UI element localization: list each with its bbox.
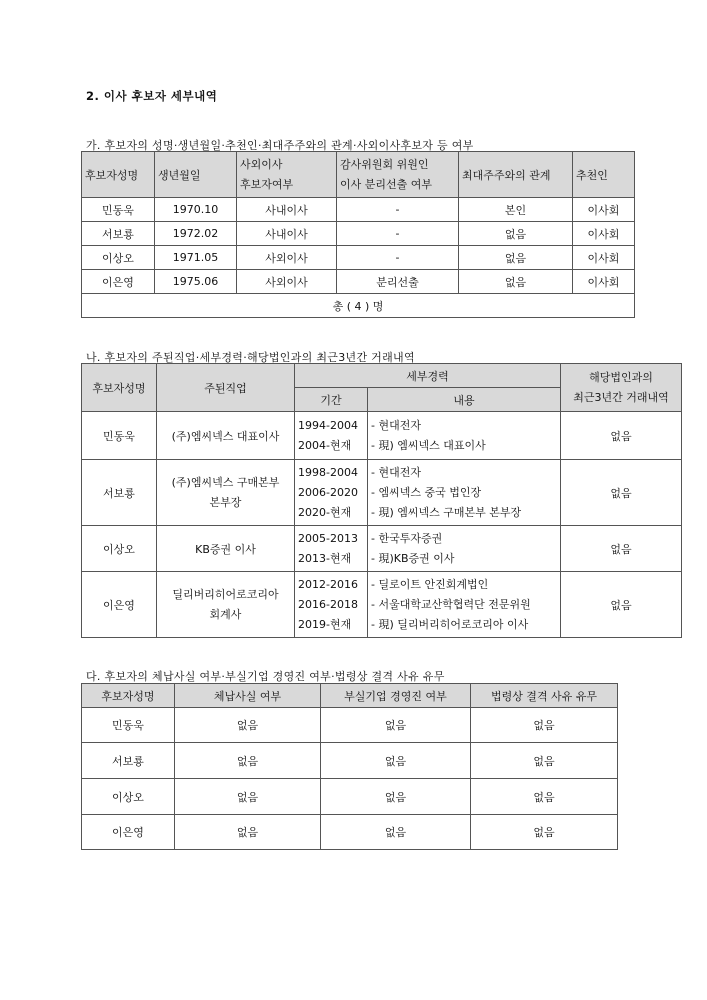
cell-insolvent: 없음 bbox=[321, 779, 471, 815]
table-row bbox=[82, 270, 635, 294]
cell-type: 사외이사 bbox=[237, 246, 337, 270]
cell-contents: - 한국투자증권 - 現)KB증권 이사 bbox=[368, 526, 561, 572]
cell-type: 사내이사 bbox=[237, 222, 337, 246]
candidate-basic-table bbox=[81, 151, 635, 318]
table-row bbox=[82, 246, 635, 270]
cell-recommender: 이사회 bbox=[573, 222, 635, 246]
cell-trade: 없음 bbox=[561, 412, 682, 460]
header-insolvent: 부실기업 경영진 여부 bbox=[321, 684, 471, 708]
cell-trade: 없음 bbox=[561, 460, 682, 526]
cell-name: 서보룡 bbox=[82, 222, 155, 246]
cell-job: (주)엠씨넥스 대표이사 bbox=[157, 412, 295, 460]
header-name: 후보자성명 bbox=[82, 152, 155, 198]
header-recommender: 추천인 bbox=[573, 152, 635, 198]
cell-disqualification: 없음 bbox=[471, 779, 618, 815]
cell-tax: 없음 bbox=[175, 743, 321, 779]
cell-trade: 없음 bbox=[561, 526, 682, 572]
header-disqualification: 법령상 결격 사유 유무 bbox=[471, 684, 618, 708]
cell-periods: 2012-2016 2016-2018 2019-현재 bbox=[295, 572, 368, 638]
cell-birth: 1971.05 bbox=[155, 246, 237, 270]
table-row bbox=[82, 572, 682, 638]
cell-relation: 없음 bbox=[459, 270, 573, 294]
cell-name: 이상오 bbox=[82, 779, 175, 815]
cell-audit: - bbox=[337, 198, 459, 222]
table-row bbox=[82, 526, 682, 572]
cell-name: 민동욱 bbox=[82, 708, 175, 743]
cell-relation: 본인 bbox=[459, 198, 573, 222]
cell-birth: 1975.06 bbox=[155, 270, 237, 294]
header-job: 주된직업 bbox=[157, 364, 295, 412]
section-heading: 2. 이사 후보자 세부내역 bbox=[86, 89, 218, 103]
table-row bbox=[82, 460, 682, 526]
section-c-title: 다. 후보자의 체납사실 여부·부실기업 경영진 여부·법령상 결격 사유 유무 bbox=[86, 670, 445, 683]
cell-periods: 2005-2013 2013-현재 bbox=[295, 526, 368, 572]
candidate-eligibility-table bbox=[81, 683, 618, 850]
table-row bbox=[82, 412, 682, 460]
header-tax: 체납사실 여부 bbox=[175, 684, 321, 708]
cell-disqualification: 없음 bbox=[471, 743, 618, 779]
cell-type: 사외이사 bbox=[237, 270, 337, 294]
cell-disqualification: 없음 bbox=[471, 815, 618, 850]
header-birth: 생년월일 bbox=[155, 152, 237, 198]
cell-insolvent: 없음 bbox=[321, 815, 471, 850]
cell-birth: 1972.02 bbox=[155, 222, 237, 246]
cell-insolvent: 없음 bbox=[321, 743, 471, 779]
table-row bbox=[82, 779, 618, 815]
cell-audit: - bbox=[337, 246, 459, 270]
cell-contents: - 현대전자 - 現) 엠씨넥스 대표이사 bbox=[368, 412, 561, 460]
header-name: 후보자성명 bbox=[82, 684, 175, 708]
total-count: 총 ( 4 ) 명 bbox=[82, 294, 635, 318]
cell-name: 이상오 bbox=[82, 246, 155, 270]
cell-audit: 분리선출 bbox=[337, 270, 459, 294]
cell-name: 이은영 bbox=[82, 572, 157, 638]
cell-insolvent: 없음 bbox=[321, 708, 471, 743]
cell-tax: 없음 bbox=[175, 779, 321, 815]
table-row bbox=[82, 708, 618, 743]
cell-job: 딜리버리히어로코리아 회계사 bbox=[157, 572, 295, 638]
section-a-title: 가. 후보자의 성명·생년월일·추천인·최대주주와의 관계·사외이사후보자 등 여부 bbox=[86, 139, 474, 152]
cell-recommender: 이사회 bbox=[573, 246, 635, 270]
cell-name: 서보룡 bbox=[82, 460, 157, 526]
cell-name: 서보룡 bbox=[82, 743, 175, 779]
cell-trade: 없음 bbox=[561, 572, 682, 638]
table-row bbox=[82, 815, 618, 850]
candidate-career-table bbox=[81, 363, 682, 638]
cell-periods: 1994-2004 2004-현재 bbox=[295, 412, 368, 460]
cell-birth: 1970.10 bbox=[155, 198, 237, 222]
cell-recommender: 이사회 bbox=[573, 270, 635, 294]
header-content: 내용 bbox=[368, 388, 561, 412]
header-period: 기간 bbox=[295, 388, 368, 412]
cell-name: 민동욱 bbox=[82, 198, 155, 222]
header-career: 세부경력 bbox=[295, 364, 561, 388]
header-relation: 최대주주와의 관계 bbox=[459, 152, 573, 198]
section-b-title: 나. 후보자의 주된직업·세부경력·해당법인과의 최근3년간 거래내역 bbox=[86, 351, 415, 364]
cell-job: (주)엠씨넥스 구매본부 본부장 bbox=[157, 460, 295, 526]
cell-periods: 1998-2004 2006-2020 2020-현재 bbox=[295, 460, 368, 526]
cell-name: 이은영 bbox=[82, 815, 175, 850]
cell-relation: 없음 bbox=[459, 246, 573, 270]
cell-type: 사내이사 bbox=[237, 198, 337, 222]
cell-disqualification: 없음 bbox=[471, 708, 618, 743]
cell-tax: 없음 bbox=[175, 815, 321, 850]
cell-contents: - 현대전자 - 엠씨넥스 중국 법인장 - 現) 엠씨넥스 구매본부 본부장 bbox=[368, 460, 561, 526]
header-name: 후보자성명 bbox=[82, 364, 157, 412]
cell-tax: 없음 bbox=[175, 708, 321, 743]
cell-job: KB증권 이사 bbox=[157, 526, 295, 572]
cell-name: 이은영 bbox=[82, 270, 155, 294]
cell-audit: - bbox=[337, 222, 459, 246]
table-row bbox=[82, 743, 618, 779]
cell-relation: 없음 bbox=[459, 222, 573, 246]
table-row bbox=[82, 198, 635, 222]
cell-name: 민동욱 bbox=[82, 412, 157, 460]
header-audit-committee: 감사위원회 위원인 이사 분리선출 여부 bbox=[337, 152, 459, 198]
cell-name: 이상오 bbox=[82, 526, 157, 572]
header-outside-director: 사외이사 후보자여부 bbox=[237, 152, 337, 198]
table-row bbox=[82, 222, 635, 246]
cell-contents: - 딜로이트 안진회계법인 - 서울대학교산학협력단 전문위원 - 現) 딜리버리히어로코리아 이사 bbox=[368, 572, 561, 638]
cell-recommender: 이사회 bbox=[573, 198, 635, 222]
header-trade: 해당법인과의 최근3년간 거래내역 bbox=[561, 364, 682, 412]
